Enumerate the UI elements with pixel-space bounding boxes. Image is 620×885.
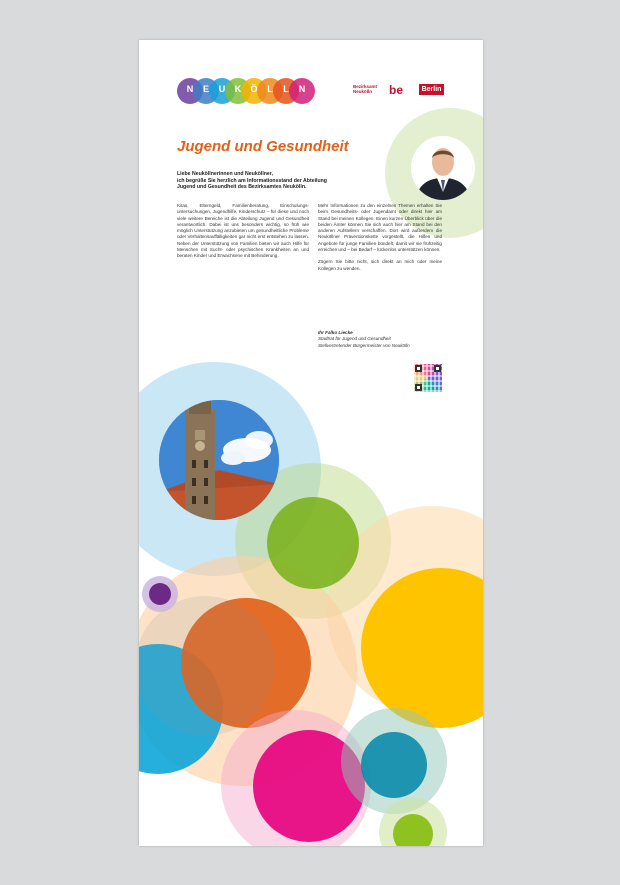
be-berlin-logo-box: Berlin	[419, 84, 444, 95]
town-hall-illustration	[159, 400, 279, 520]
signature-role-2: Stellvertretender Bürgermeister von Neukölln	[318, 342, 410, 348]
qr-finder-top-left	[415, 365, 422, 372]
person-illustration	[411, 136, 475, 200]
logo-letter: N	[186, 84, 194, 94]
body-right-paragraph-1: Mehr Informationen zu den einzelnen Themen erhalten Sie beim Gesundheits- oder Jugendamt oder direkt hier am Stand bei meinen Kollegen. Einen kurzen Überblick über die beiden Ämter können Sie sich auch hier am Stand bei den anderen Aufstellern verschaffen. Dort wird außerdem die Neuköllner Präventionskette vorgestellt, die Hilfen und Angebote für junge Familien bündelt, damit wir sie frühzeitig erreichen und – bei Bedarf – lückenlos unterstützen können.	[318, 203, 442, 253]
qr-finder-bottom-left	[415, 384, 422, 391]
circle-green-small	[393, 814, 433, 846]
logo-letter: Ö	[250, 84, 258, 94]
logo-letter: K	[234, 84, 242, 94]
logo-letter: L	[267, 84, 273, 94]
page-title: Jugend und Gesundheit	[177, 138, 349, 155]
logo-letter: L	[283, 84, 289, 94]
body-right-paragraph-2: Zögern Sie bitte nicht, sich direkt an mich oder meine Kollegen zu wenden.	[318, 259, 442, 271]
lead-paragraph	[177, 171, 417, 191]
signature-name: Ihr Falko Liecke	[318, 330, 353, 335]
lead-line-2: ich begrüße Sie herzlich am Informationsstand der Abteilung	[177, 177, 327, 184]
circle-purple	[149, 583, 171, 605]
bezirksamt-logo-line2: Neukölln	[353, 89, 373, 94]
logo-letter: U	[218, 84, 226, 94]
bezirksamt-logo	[353, 84, 387, 94]
portrait-photo	[411, 136, 475, 200]
body-left-paragraph-1: Kitas, Elterngeld, Familienberatung, Einschulungs-untersuchungen, Jugendhilfe, Kinderschutz – für diese und noch viele weitere Bereiche ist die Abteilung Jugend und Gesundheit verantwortlich. Dabei ist uns besonders wichtig, so früh wie möglich Unterstützung anzubieten um gesundheitliche Probleme oder Verhaltensauffälligkeiten gar nicht erst entstehen zu lassen. Neben der Unterstützung von Familien bieten wir auch Hilfe für Menschen mit Sucht- oder psychischen Krankheiten an und beraten Kinder und Erwachsene mit Behinderung.	[177, 203, 309, 259]
logo-letter: E	[202, 84, 209, 94]
body-column-left	[177, 203, 309, 260]
poster	[139, 40, 483, 846]
qr-finder-top-right	[434, 365, 441, 372]
circle-grey-overlay	[139, 596, 275, 736]
qr-code[interactable]	[413, 363, 443, 393]
lead-line-1: Liebe Neuköllnerinnen und Neuköllner,	[177, 171, 273, 177]
circle-green-dark	[267, 497, 359, 589]
be-berlin-logo-be: be	[389, 83, 404, 97]
lead-line-3: Jugend und Gesundheit des Bezirksamtes Neukölln.	[177, 184, 307, 191]
body-column-right	[318, 203, 442, 278]
signature-block	[318, 330, 448, 349]
logo-letter: N	[298, 84, 306, 94]
bezirksamt-logo-line1: Bezirksamt	[353, 84, 378, 89]
signature-role-1: Stadtrat für Jugend und Gesundheit	[318, 336, 391, 342]
town-hall-photo	[159, 400, 279, 520]
circle-teal	[361, 732, 427, 798]
